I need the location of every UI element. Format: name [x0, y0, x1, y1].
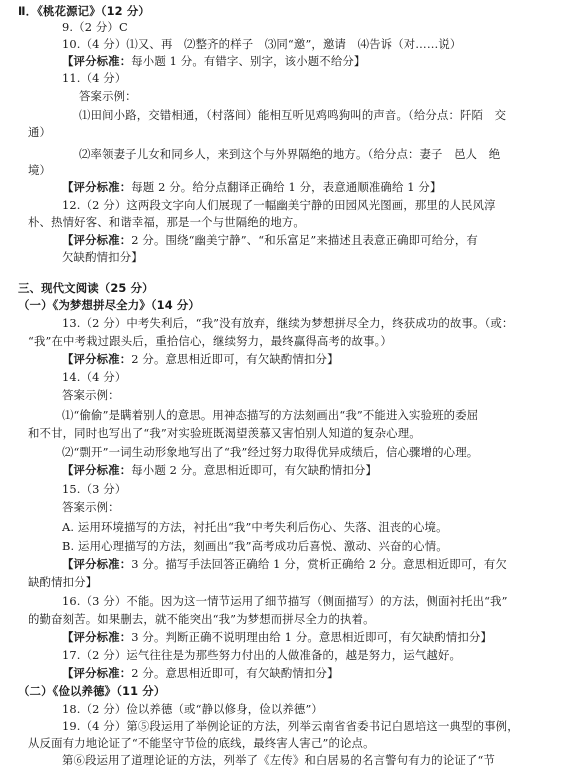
- q17-scoring: [62, 666, 339, 680]
- part2-title: （二）《俭以养德》（11 分）: [18, 684, 166, 698]
- q11-heading: 11.（4 分）: [62, 71, 127, 85]
- section2-title: Ⅱ．《桃花源记》（12 分）: [18, 4, 150, 18]
- scoring-label: 【评分标准：: [62, 463, 132, 477]
- q19-answer-line3: 第⑥段运用了道理论证的方法，列举了《左传》和白居易的名言警句有力的论证了“节: [62, 753, 495, 767]
- q12-scoring-line2: 欠缺酌情扣分】: [62, 250, 143, 264]
- q18-answer: 18.（2 分）俭以养德（或“静以修身，俭以养德”）: [62, 702, 323, 716]
- q16-answer-line2: 的勤奋刻苦。如果删去，就不能突出“我”为梦想而拼尽全力的执着。: [28, 612, 375, 626]
- q12-answer-line2: 朴、热情好客、和谐幸福，那是一个与世隔绝的地方。: [28, 215, 305, 229]
- q15-answer-a: A. 运用环境描写的方法，衬托出“我”中考失利后伤心、失落、沮丧的心境。: [62, 520, 448, 534]
- scoring-label: 【评分标准：: [62, 666, 132, 680]
- scoring-label: 【评分标准：: [62, 557, 132, 571]
- scoring-text: 每小题 2 分。意思相近即可，有欠缺酌情扣分】: [131, 463, 378, 477]
- q14-answer-2: ⑵“剽开”一词生动形象地写出了“我”经过努力取得优异成绩后，信心骤增的心理。: [62, 445, 479, 459]
- q9-answer: 9.（2 分）C: [62, 20, 128, 34]
- q16-scoring: [62, 630, 492, 644]
- q11-scoring: [62, 180, 442, 194]
- scoring-text: 3 分。描写手法回答正确给 1 分，赏析正确给 2 分。意思相近即可，有欠: [131, 557, 507, 571]
- q13-answer-line2: “我”在中考栽过跟头后，重拾信心，继续努力，最终赢得高考的故事。）: [28, 334, 393, 348]
- q15-scoring-line1: [62, 557, 507, 571]
- scoring-text: 2 分。围绕“幽美宁静”、“和乐富足”来描述且表意正确即可给分，有: [131, 233, 478, 247]
- part1-title: （一）《为梦想拼尽全力》（14 分）: [18, 298, 200, 312]
- scoring-text: 2 分。意思相近即可，有欠缺酌情扣分】: [131, 352, 339, 366]
- scoring-label: 【评分标准：: [62, 54, 132, 68]
- scoring-label: 【评分标准：: [62, 233, 132, 247]
- q14-answer-1-line2: 和不甘，同时也写出了“我”对实验班既渴望羡慕又害怕别人知道的复杂心理。: [28, 426, 421, 440]
- answer-example-label: 答案示例：: [79, 89, 137, 103]
- section3-title: 三、现代文阅读（25 分）: [18, 281, 154, 295]
- q14-scoring: [62, 463, 377, 477]
- scoring-text: 3 分。判断正确不说明理由给 1 分。意思相近即可，有欠缺酌情扣分】: [131, 630, 493, 644]
- q12-answer-line1: 12.（2 分）这两段文字向人们展现了一幅幽美宁静的田园风光图画，那里的人民风淳: [62, 198, 496, 212]
- q11-answer-1-line2: 通）: [28, 125, 52, 139]
- q14-answer-1-line1: ⑴“偷偷”是瞒着别人的意思。用神态描写的方法刻画出“我”不能进入实验班的委屈: [62, 408, 479, 422]
- q12-scoring-line1: [62, 233, 478, 247]
- scoring-label: 【评分标准：: [62, 630, 132, 644]
- q15-scoring-line2: 缺酌情扣分】: [28, 575, 98, 589]
- q14-heading: 14.（4 分）: [62, 370, 127, 384]
- answer-example-label: 答案示例：: [62, 500, 120, 514]
- q17-answer: 17.（2 分）运气往往是为那些努力付出的人做准备的，越是努力，运气越好。: [62, 648, 462, 662]
- scoring-text: 每题 2 分。给分点翻译正确给 1 分，表意通顺准确给 1 分】: [131, 180, 442, 194]
- q15-heading: 15.（3 分）: [62, 482, 127, 496]
- scoring-text: 2 分。意思相近即可，有欠缺酌情扣分】: [131, 666, 339, 680]
- scoring-label: 【评分标准：: [62, 352, 132, 366]
- q13-answer-line1: 13.（2 分）中考失利后，“我”没有放弃，继续为梦想拼尽全力，终获成功的故事。（或：: [62, 316, 514, 330]
- q15-answer-b: B. 运用心理描写的方法，刻画出“我”高考成功后喜悦、激动、兴奋的心情。: [62, 539, 448, 553]
- scoring-text: 每小题 1 分。有错字、别字，该小题不给分】: [131, 54, 366, 68]
- q11-answer-2-line2: 境）: [28, 163, 52, 177]
- q11-answer-2-line1: ⑵率领妻子儿女和同乡人，来到这个与外界隔绝的地方。（给分点：妻子 邑人 绝: [79, 147, 501, 161]
- q19-answer-line2: 从反面有力地论证了“不能坚守节俭的底线，最终害人害己”的论点。: [28, 736, 375, 750]
- q13-scoring: [62, 352, 339, 366]
- q19-answer-line1: 19.（4 分）第⑤段运用了举例论证的方法，列举云南省省委书记白恩培这一典型的事例，: [62, 719, 519, 733]
- q11-answer-1-line1: ⑴田间小路，交错相通，（村落间）能相互听见鸡鸣狗叫的声音。（给分点：阡陌 交: [79, 108, 507, 122]
- answer-example-label: 答案示例：: [62, 388, 120, 402]
- q10-scoring: [62, 54, 365, 68]
- q10-answer: 10.（4 分）⑴又、再 ⑵整齐的样子 ⑶同“邀”，邀请 ⑷告诉（对……说）: [62, 37, 462, 51]
- q16-answer-line1: 16.（3 分）不能。因为这一情节运用了细节描写（侧面描写）的方法，侧面衬托出“我”: [62, 594, 508, 608]
- scoring-label: 【评分标准：: [62, 180, 132, 194]
